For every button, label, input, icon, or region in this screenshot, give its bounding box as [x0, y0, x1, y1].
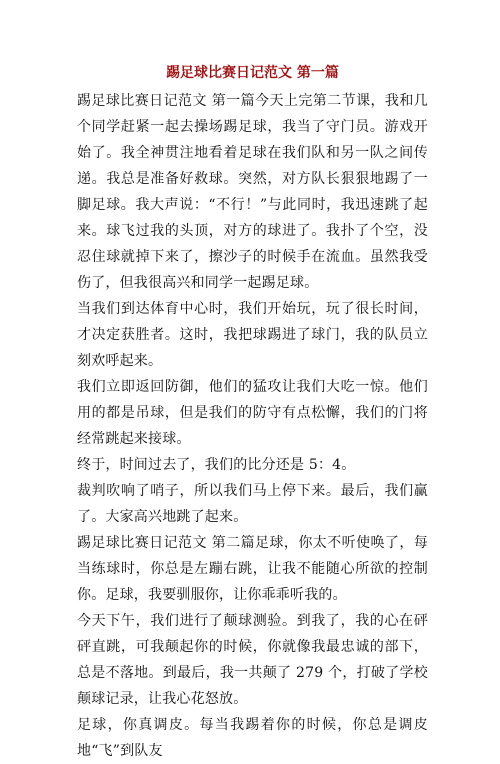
paragraph: 我们立即返回防御，他们的猛攻让我们大吃一惊。他们用的都是吊球，但是我们的防守有点松懈，我们的门将经常跳起来接球。 — [77, 379, 428, 447]
paragraph: 当我们到达体育中心时，我们开始玩，玩了很长时间，才决定获胜者。这时，我把球踢进了球门，我的队员立刻欢呼起来。 — [77, 301, 428, 369]
paragraph: 终于，时间过去了，我们的比分还是 5：4。 — [77, 457, 356, 473]
paragraph: 足球，你真调皮。每当我踢着你的时候，你总是调皮地“飞”到队友 — [77, 717, 428, 759]
paragraph: 今天下午，我们进行了颠球测验。到我了，我的心在砰砰直跳，可我颠起你的时候，你就像我最忠诚的部下，总是不落地。到最后，我一共颠了 279 个，打破了学校颠球记录，让我心花怒放。 — [77, 613, 428, 707]
paragraph: 裁判吹响了哨子，所以我们马上停下来。最后，我们赢了。大家高兴地跳了起来。 — [77, 483, 428, 525]
document-title: 踢足球比赛日记范文 第一篇 — [166, 65, 339, 81]
paragraph: 踢足球比赛日记范文 第二篇足球，你太不听使唤了，每当练球时，你总是左蹦右跳，让我不能随心所欲的控制你。足球，我要驯服你，让你乖乖听我的。 — [77, 535, 428, 603]
paragraph: 踢足球比赛日记范文 第一篇今天上完第二节课，我和几个同学赶紧一起去操场踢足球，我当了守门员。游戏开始了。我全神贯注地看着足球在我们队和另一队之间传递。我总是准备好救球。突然，对方队长狠狠地踢了一脚足球。我大声说：“不行！”与此同时，我迅速跳了起来。球飞过我的头顶，对方的球进了。我扑了个空，没忍住球就掉下来了，擦沙子的时候手在流血。虽然我受伤了，但我很高兴和同学一起踢足球。 — [77, 93, 428, 291]
document-page — [77, 64, 428, 764]
